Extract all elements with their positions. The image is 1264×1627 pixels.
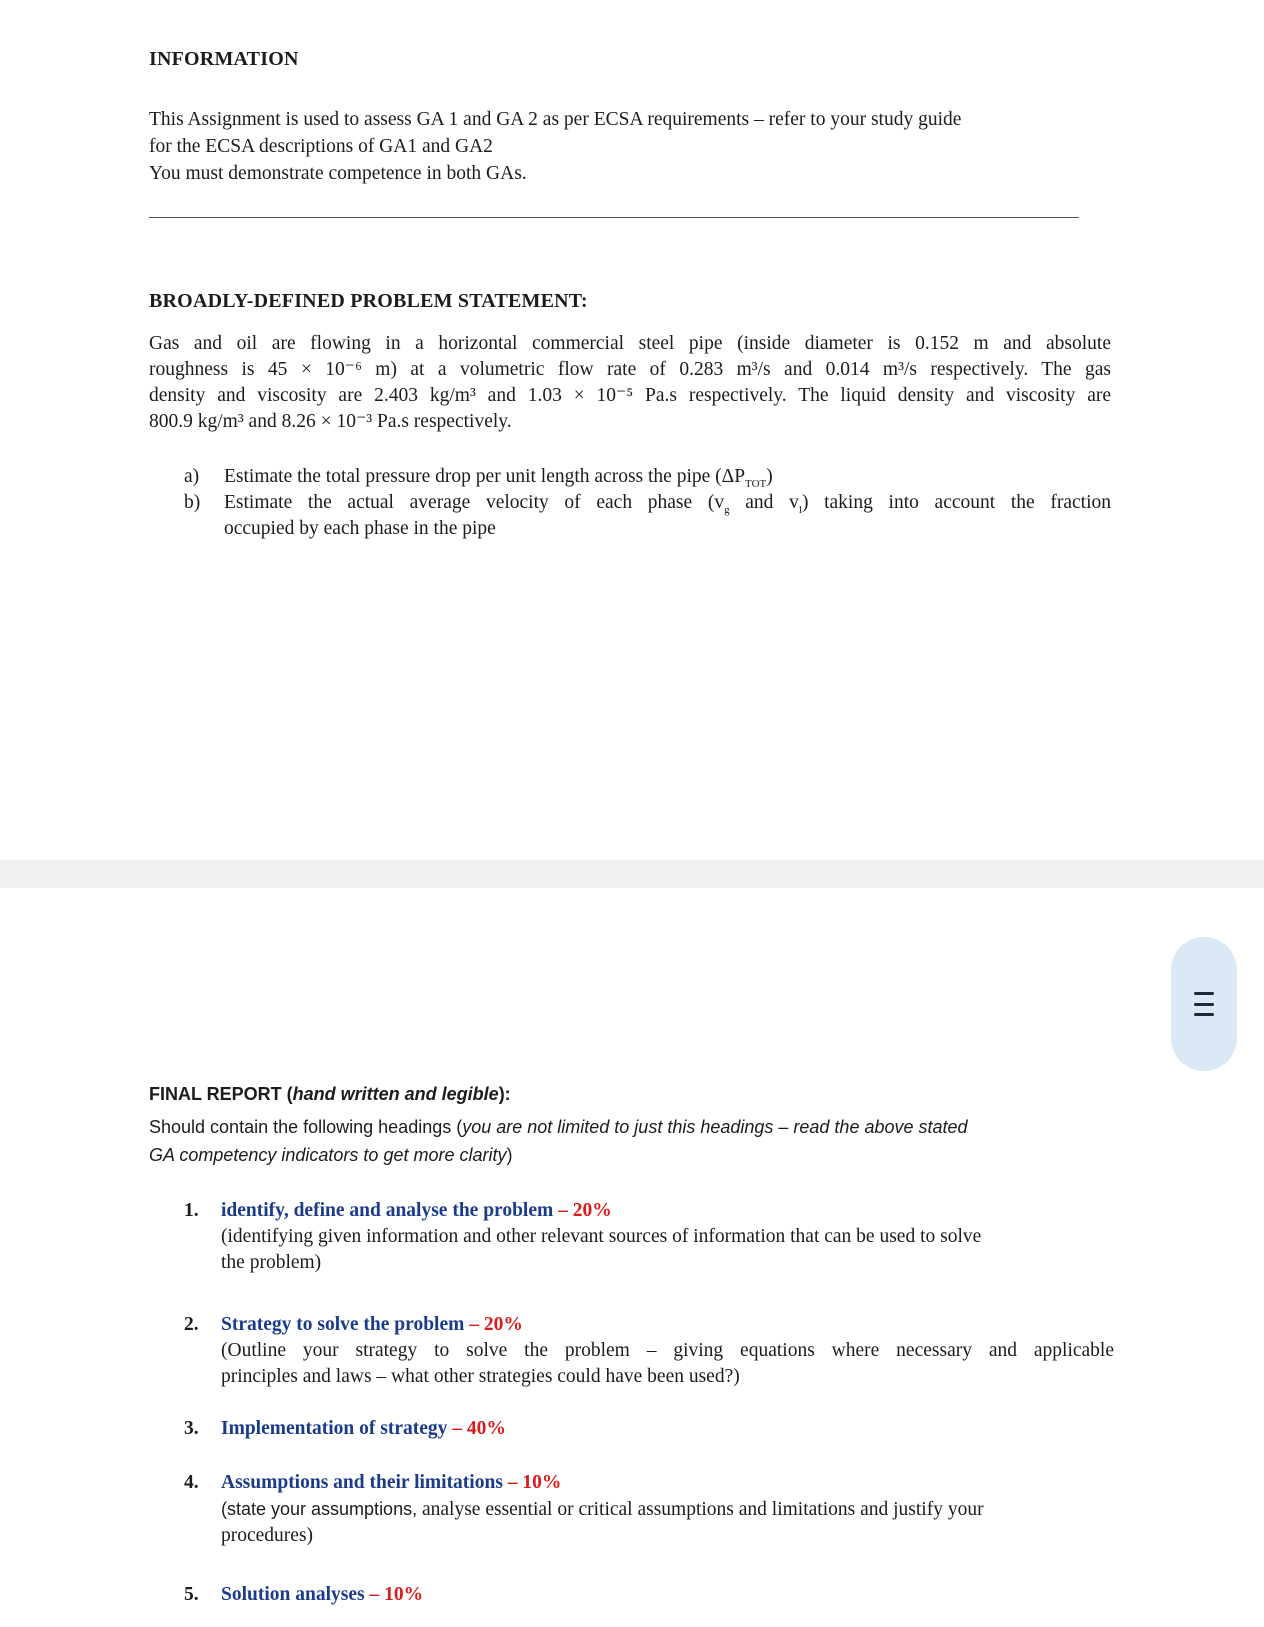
information-paragraph bbox=[149, 106, 1111, 187]
final-report-desc-line bbox=[149, 1141, 1114, 1169]
question-item-a bbox=[149, 464, 1111, 490]
item-title: Assumptions and their limitations bbox=[221, 1472, 503, 1493]
item-number: 2. bbox=[184, 1314, 199, 1335]
information-line: You must demonstrate competence in both GAs. bbox=[149, 163, 527, 184]
item-description: procedures) bbox=[221, 1525, 314, 1546]
item-dash: – bbox=[447, 1418, 467, 1439]
item-number: 3. bbox=[184, 1418, 199, 1439]
question-text: Estimate the actual average velocity of each phase ($v_g$ and $v_l$) taking into account the fraction bbox=[224, 492, 1112, 516]
report-item-1 bbox=[149, 1198, 1114, 1276]
question-text: Estimate the total pressure drop per unit length across the pipe $(\Delta P_{TOT})$ bbox=[224, 466, 773, 490]
item-weight: 10% bbox=[522, 1472, 562, 1493]
item-number: 1. bbox=[184, 1200, 199, 1221]
problem-line: Gas and oil are flowing in a horizontal commercial steel pipe (inside diameter is 0.152 m and absolute bbox=[149, 333, 1111, 354]
information-heading: INFORMATION bbox=[149, 48, 299, 70]
item-description: principles and laws – what other strategies could have been used?) bbox=[221, 1366, 740, 1387]
drag-handle-icon bbox=[1194, 992, 1214, 1016]
report-item-5 bbox=[149, 1582, 1114, 1608]
problem-line: roughness is 45 × 10⁻⁶ m) at a volumetric flow rate of 0.283 m³/s and 0.014 m³/s respectively. The gas bbox=[149, 359, 1111, 380]
item-dash: – bbox=[553, 1200, 573, 1221]
item-number: 5. bbox=[184, 1584, 199, 1605]
section-divider bbox=[149, 217, 1079, 218]
item-number: 4. bbox=[184, 1472, 199, 1493]
item-title: identify, define and analyse the problem bbox=[221, 1200, 554, 1221]
item-weight: 10% bbox=[384, 1584, 424, 1605]
report-item-4 bbox=[149, 1470, 1114, 1549]
scroll-handle[interactable] bbox=[1171, 937, 1237, 1071]
item-weight: 20% bbox=[483, 1314, 523, 1335]
final-report-title: FINAL REPORT ( bbox=[149, 1084, 293, 1104]
item-description: (identifying given information and other relevant sources of information that can be used to solve bbox=[221, 1226, 982, 1247]
question-marker: a) bbox=[184, 466, 200, 487]
problem-line: 800.9 kg/m³ and 8.26 × 10⁻³ Pa.s respectively. bbox=[149, 411, 512, 432]
information-line: This Assignment is used to assess GA 1 and GA 2 as per ECSA requirements – refer to your study guide bbox=[149, 109, 962, 130]
problem-line: density and viscosity are 2.403 kg/m³ and 1.03 × 10⁻⁵ Pa.s respectively. The liquid density and viscosity are bbox=[149, 385, 1111, 406]
information-line: for the ECSA descriptions of GA1 and GA2 bbox=[149, 136, 493, 157]
question-item-b bbox=[149, 490, 1111, 542]
final-report-desc-text: ) bbox=[506, 1145, 513, 1165]
item-title: Solution analyses bbox=[221, 1584, 365, 1605]
report-item-2 bbox=[149, 1312, 1114, 1390]
final-report-title-end: ): bbox=[498, 1084, 511, 1104]
item-dash: – bbox=[464, 1314, 484, 1335]
final-report-desc-italic: GA competency indicators to get more clarity bbox=[149, 1145, 507, 1165]
report-item-3 bbox=[149, 1416, 1114, 1442]
item-description: analyse essential or critical assumptions and limitations and justify your bbox=[417, 1499, 984, 1520]
item-dash: – bbox=[364, 1584, 385, 1605]
final-report-desc-italic: you are not limited to just this headings – read the above stated bbox=[462, 1117, 968, 1137]
problem-heading: BROADLY-DEFINED PROBLEM STATEMENT: bbox=[149, 290, 588, 312]
item-description: (Outline your strategy to solve the problem – giving equations where necessary and applicable bbox=[221, 1340, 1114, 1361]
page-separator bbox=[0, 860, 1264, 888]
question-text: occupied by each phase in the pipe bbox=[224, 518, 496, 539]
problem-paragraph bbox=[149, 331, 1111, 435]
item-weight: 40% bbox=[466, 1418, 506, 1439]
item-title: Implementation of strategy bbox=[221, 1418, 448, 1439]
final-report-desc-line bbox=[149, 1113, 1114, 1141]
final-report-heading bbox=[149, 1084, 511, 1105]
item-title: Strategy to solve the problem bbox=[221, 1314, 465, 1335]
item-weight: 20% bbox=[572, 1200, 612, 1221]
question-marker: b) bbox=[184, 492, 201, 513]
final-report-title-italic: hand written and legible bbox=[292, 1084, 499, 1104]
final-report-description bbox=[149, 1113, 1114, 1169]
item-description: the problem) bbox=[221, 1252, 322, 1273]
item-dash: – bbox=[502, 1472, 523, 1493]
question-list bbox=[149, 464, 1111, 542]
final-report-desc-text: Should contain the following headings ( bbox=[149, 1117, 463, 1137]
item-description-sans: (state your assumptions, bbox=[221, 1499, 418, 1519]
